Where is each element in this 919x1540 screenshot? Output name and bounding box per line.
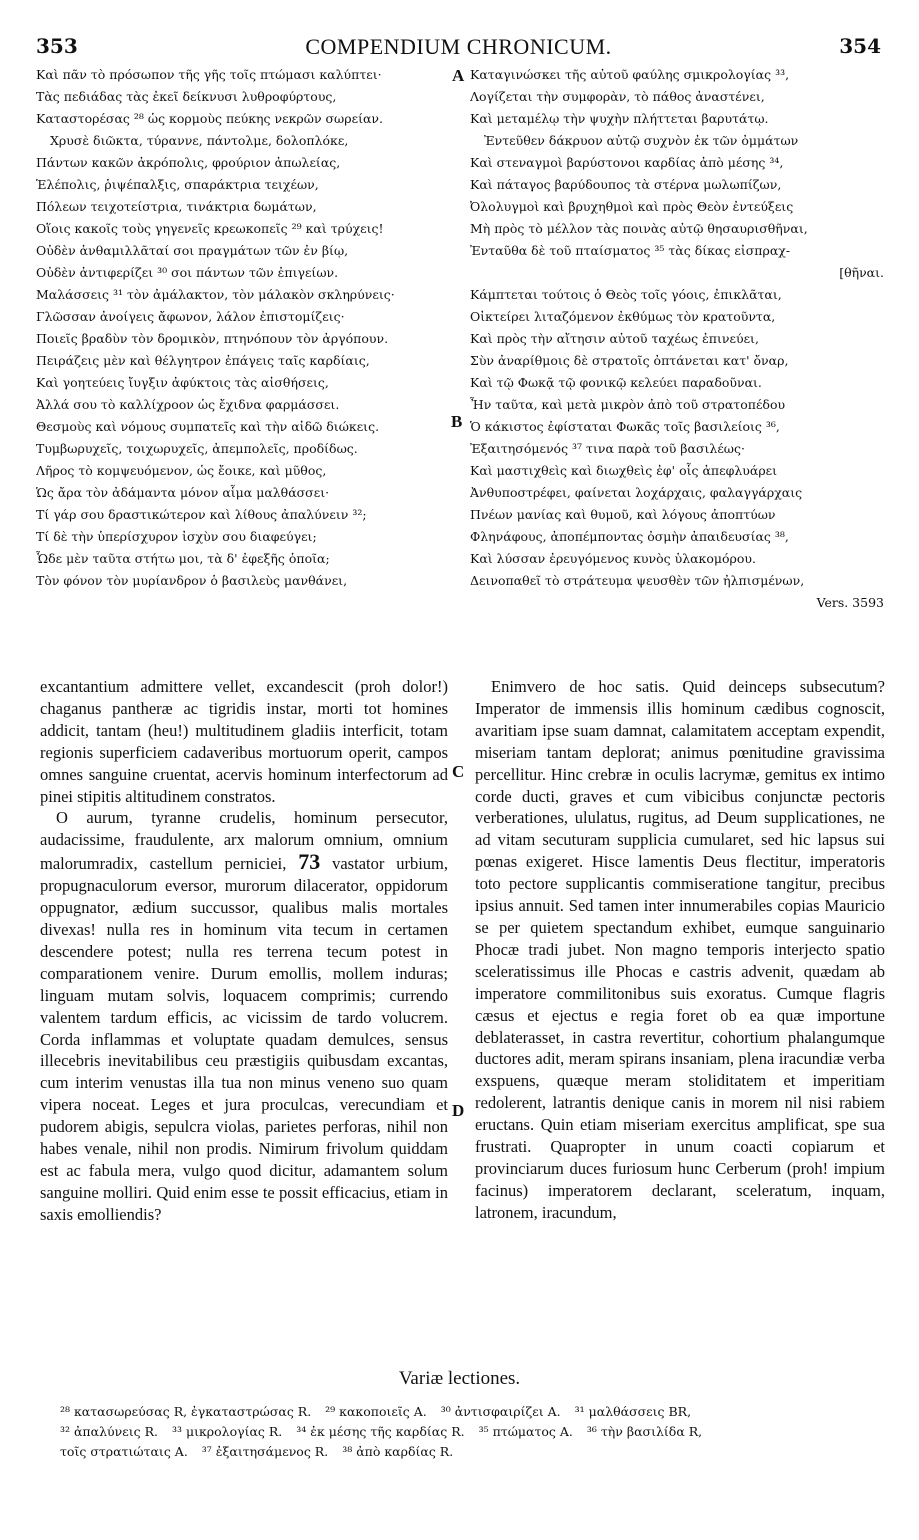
verse-line: Μαλάσσεις ³¹ τὸν ἀμάλακτον, τὸν μάλακὸν σκληρύνεις· <box>36 287 395 302</box>
verse-line: Τὰς πεδιάδας τὰς ἐκεῖ δείκνυσι λυθροφύρτους, <box>36 89 337 104</box>
margin-marker-c: C <box>452 762 465 781</box>
verse-line: Καὶ λύσσαν ἐρευγόμενος κυνὸς ὑλακομόρου. <box>470 551 756 566</box>
running-title: COMPENDIUM CHRONICUM. <box>305 34 612 59</box>
latin-text: vastator urbium, propugnaculorum eversor, murorum dilacerator, oppidorum oppugnator, ædium succussor, qualibus malis mortales divexas! nulla res in hominum vita tecum in certamen descendere potest; nulla res terrena tecum potest in comparationem venire. Durum emollis, mollem induras; linguam mutam solvis, loquacem comprimis; currendo valentem tardum efficis, ac vicissim de tardo volucrem. Corda inflammas et voluptate quadam demulces, sensus illecebris inevitabilibus ceu præstigiis quibusdam excantas, cum interim venustas illa tua non minus veneno suo quam vipera noceat. Leges et jura proculcas, verecundiam et pudorem abigis, sepulcra violas, parietes perforas, nihil non habes venale, nihil non prodis. Nimirum frivolum quiddam est ac fabula mera, vulgo quod dicitur, adamantem solum sanguine molliri. Quid enim esse te possit efficacius, etiam in saxis emolliendis? <box>40 854 448 1224</box>
verse-line: Καὶ πρὸς τὴν αἴτησιν αὐτοῦ ταχέως ἐπινεύει, <box>470 331 759 346</box>
latin-translation-right <box>475 676 885 1224</box>
variant-row <box>60 1402 890 1422</box>
variant-reading: ³⁶ τὴν βασιλίδα R, <box>586 1424 703 1439</box>
variant-reading: τοῖς στρατιώταις A. <box>60 1444 188 1459</box>
verse-line: Ἀλλά σου τὸ καλλίχροον ὡς ἔχιδνα φαρμάσσει. <box>36 397 340 412</box>
variant-reading: ³³ μικρολογίας R. <box>171 1424 283 1439</box>
running-header <box>36 34 881 64</box>
verse-line: Γλῶσσαν ἀνοίγεις ἄφωνον, λάλον ἐπιστομίζεις· <box>36 309 345 324</box>
verse-line: Ὀλολυγμοὶ καὶ βρυχηθμοὶ καὶ πρὸς Θεὸν ἐντεύξεις <box>470 199 794 214</box>
greek-verse-column-left <box>36 64 461 592</box>
verse-line: Τυμβωρυχεῖς, τοιχωρυχεῖς, ἀπεμπολεῖς, προδίδως. <box>36 441 358 456</box>
verse-line: Ὧδε μὲν ταῦτα στήτω μοι, τὰ δ' ἐφεξῆς ὁποῖα; <box>36 551 330 566</box>
variant-row <box>60 1442 890 1462</box>
verse-line: Κάμπτεται τούτοις ὁ Θεὸς τοῖς γόοις, ἐπικλᾶται, <box>470 287 782 302</box>
variant-readings <box>60 1402 890 1462</box>
verse-line: Ποιεῖς βραδὺν τὸν δρομικὸν, πτηνόπουν τὸν ἀργόπουν. <box>36 331 389 346</box>
page-number-left: 353 <box>36 34 78 58</box>
variant-reading: ³⁵ πτώματος A. <box>478 1424 573 1439</box>
verse-line: Καὶ πάταγος βαρύδουπος τὰ στέρνα μωλωπίζων, <box>470 177 782 192</box>
verse-line: Λογίζεται τὴν συμφορὰν, τὸ πάθος ἀναστένει, <box>470 89 765 104</box>
latin-paragraph <box>40 807 448 1225</box>
verse-line: Vers. 3593 <box>816 595 884 610</box>
verse-line: Οὐδὲν ἀντιφερίζει ³⁰ σοι πάντων τῶν ἐπιγείων. <box>36 265 339 280</box>
verse-line: Ὡς ἄρα τὸν ἀδάμαντα μόνον αἷμα μαλθάσσει· <box>36 485 330 500</box>
verse-line: [θῆναι. <box>839 265 884 280</box>
verse-line: Ἐντεῦθεν δάκρυον αὐτῷ συχνὸν ἐκ τῶν ὀμμάτων <box>484 133 799 148</box>
latin-paragraph: Enimvero de hoc satis. Quid deinceps subsecutum? Imperator de immensis illis hominum cædibus cognoscit, avaritiam ipse suam damnat, calamitatem acceptam expendit, miseriam tantam deplorat; animus pœnitudine gravissima percellitur. Hinc crebræ in oculis lacrymæ, gemitus ex intimo corde ducti, graves et cum vibicibus conjunctæ pectoris verberationes, ululatus, rugitus, ad Deum supplicationes, ne ad vitam secuturam supplicia cumularet, sed hic lapsus sui pœnas exigeret. Hisce lamentis Deus flectitur, imperatoris toto pectore supplicantis commiseratione tangitur, precibus ipsius annuit. Sed tamen inter innumerabiles copias Mauricio se per quietem spectandum exhibet, eumque sanguinario Phocæ tradi jubet. Non magno temporis interjecto spatio sceleratissimus ille Phocas e castris advenit, quædam ab imperatore commilitonibus suis exoratus. Cumque flagris cæsus et ejectus e regia foret ob ea quæ importune deblaterasset, in castra revertitur, cohortium phalangumque ductores adit, meram spirans insaniam, plena iracundiæ verba exspuens, quæque meram stoliditatem et imperitiam redolerent, latrantis denique canis in morem nil nisi rabiem eructans. Quin etiam miseriam exercitus amplificat, spe sua frustrati. Quapropter in unum coacti copiarum et provinciarum duces furiosum hunc Cerberum (proh! impium facinus) imperatorem declarant, sceleratum, inquam, latronem, iracundum, <box>475 677 885 1222</box>
greek-verse-column-right <box>470 64 884 614</box>
verse-line: Ἐνταῦθα δὲ τοῦ πταίσματος ³⁵ τὰς δίκας εἰσπραχ- <box>470 243 791 258</box>
verse-line: Σὺν ἀναρίθμοις δὲ στρατοῖς ὀπτάνεται κατ' ὄναρ, <box>470 353 789 368</box>
margin-marker-d: D <box>452 1101 465 1120</box>
verse-line: Θεσμοὺς καὶ νόμους συμπατεῖς καὶ τὴν αἰδῶ διώκεις. <box>36 419 380 434</box>
variant-row <box>60 1422 890 1442</box>
verse-line: Μὴ πρὸς τὸ μέλλον τὰς ποινὰς αὐτῷ θησαυρισθῆναι, <box>470 221 808 236</box>
variant-reading: ³² ἀπαλύνεις R. <box>60 1424 158 1439</box>
verse-line: Καταστορέσας ²⁸ ὡς κορμοὺς πεύκης νεκρῶν σωρείαν. <box>36 111 383 126</box>
variant-reading: ³⁸ ἀπὸ καρδίας R. <box>342 1444 454 1459</box>
verse-line: Πειράζεις μὲν καὶ θέλγητρον ἐπάγεις ταῖς καρδίαις, <box>36 353 370 368</box>
verse-line: Οἵοις κακοῖς τοὺς γηγενεῖς κρεωκοπεῖς ²⁹ καὶ τρύχεις! <box>36 221 384 236</box>
verse-line: Καὶ μαστιχθεὶς καὶ διωχθεὶς ἐφ' οἷς ἀπεφλυάρει <box>470 463 778 478</box>
latin-translation-left <box>40 676 448 1226</box>
variant-reading: ²⁹ κακοποιεῖς A. <box>325 1404 427 1419</box>
verse-line: Ὁ κάκιστος ἐφίσταται Φωκᾶς τοῖς βασιλείοις ³⁶, <box>470 419 780 434</box>
verse-line: Τί γάρ σου δραστικώτερον καὶ λίθους ἀπαλύνειν ³²; <box>36 507 367 522</box>
verse-line: Ἑλέπολις, ῥιψέπαλξις, σπαράκτρια τειχέων, <box>36 177 319 192</box>
margin-marker-a: A <box>452 66 465 85</box>
verse-line: Καὶ πᾶν τὸ πρόσωπον τῆς γῆς τοῖς πτώμασι καλύπτει· <box>36 67 382 82</box>
verse-line: Δεινοπαθεῖ τὸ στράτευμα ψευσθὲν τῶν ἠλπισμένων, <box>470 573 805 588</box>
verse-line: Καὶ στεναγμοὶ βαρύστονοι καρδίας ἀπὸ μέσης ³⁴, <box>470 155 784 170</box>
variant-reading: ³¹ μαλθάσσεις BR, <box>574 1404 692 1419</box>
verse-line: Ἦν ταῦτα, καὶ μετὰ μικρὸν ἀπὸ τοῦ στρατοπέδου <box>470 397 786 412</box>
verse-line: Καὶ τῷ Φωκᾷ τῷ φονικῷ κελεύει παραδοῦναι. <box>470 375 762 390</box>
variant-reading: ²⁸ κατασωρεύσας R, ἐγκαταστρώσας R. <box>60 1404 312 1419</box>
verse-line: Τί δὲ τὴν ὑπερίσχυρον ἰσχὺν σου διαφεύγει; <box>36 529 317 544</box>
verse-line: Πόλεων τειχοτείστρια, τινάκτρια δωμάτων, <box>36 199 317 214</box>
verse-line: Καὶ γοητεύεις ἴυγξιν ἀφύκτοις τὰς αἰσθήσεις, <box>36 375 329 390</box>
verse-line: Λῆρος τὸ κομψευόμενον, ὡς ἔοικε, καὶ μῦθος, <box>36 463 327 478</box>
variant-reading: ³⁰ ἀντισφαιρίζει A. <box>440 1404 561 1419</box>
page-number-right: 354 <box>839 34 881 58</box>
variant-reading: ³⁷ ἐξαιτησάμενος R. <box>201 1444 329 1459</box>
verse-line: Φληνάφους, ἀποπέμποντας ὀσμὴν ἀπαιδευσίας ³⁸, <box>470 529 789 544</box>
verse-line: Οἰκτείρει λιταζόμενον ἐκθύμως τὸν κρατοῦντα, <box>470 309 776 324</box>
verse-line: Πνέων μανίας καὶ θυμοῦ, καὶ λόγους ἀποπτύων <box>470 507 776 522</box>
verse-line: Χρυσὲ διῶκτα, τύραννε, πάντολμε, δολοπλόκε, <box>50 133 349 148</box>
variant-reading: ³⁴ ἐκ μέσης τῆς καρδίας R. <box>296 1424 465 1439</box>
verse-line: Οὐδὲν ἀνθαμιλλᾶταί σοι πραγμάτων τῶν ἐν βίῳ, <box>36 243 349 258</box>
variae-lectiones-heading: Variæ lectiones. <box>398 1368 521 1389</box>
latin-paragraph: excantantium admittere vellet, excandescit (proh dolor!) chaganus pantheræ ac tigridis instar, morti tot homines addicit, tantam (heu!) multitudinem gladiis interficit, totam regionis superficiem cadaveribus mortuorum operit, campos omnes sanguine cruentat, acervis hominum interfectorum ad pinei stipitis altitudinem constratos. <box>40 677 448 806</box>
verse-line: Καὶ μεταμέλῳ τὴν ψυχὴν πλήττεται βαρυτάτῳ. <box>470 111 769 126</box>
latin-text: O aurum, tyranne crudelis, hominum persecutor, audacissime, fraudulente, arx malorum omnium, omnium malorumradix, castellum perniciei, <box>40 808 448 874</box>
margin-marker-b: B <box>451 412 463 431</box>
verse-line: Ἀνθυποστρέφει, φαίνεται λοχάρχαις, φαλαγγάρχαις <box>470 485 803 500</box>
verse-line: Πάντων κακῶν ἀκρόπολις, φρούριον ἀπωλείας, <box>36 155 341 170</box>
verse-line: Τὸν φόνον τὸν μυρίανδρον ὁ βασιλεὺς μανθάνει, <box>36 573 348 588</box>
column-number: 73 <box>298 849 321 875</box>
verse-line: Καταγινώσκει τῆς αὐτοῦ φαύλης σμικρολογίας ³³, <box>470 67 790 82</box>
verse-line: Ἐξαιτησόμενός ³⁷ τινα παρὰ τοῦ βασιλέως· <box>470 441 745 456</box>
